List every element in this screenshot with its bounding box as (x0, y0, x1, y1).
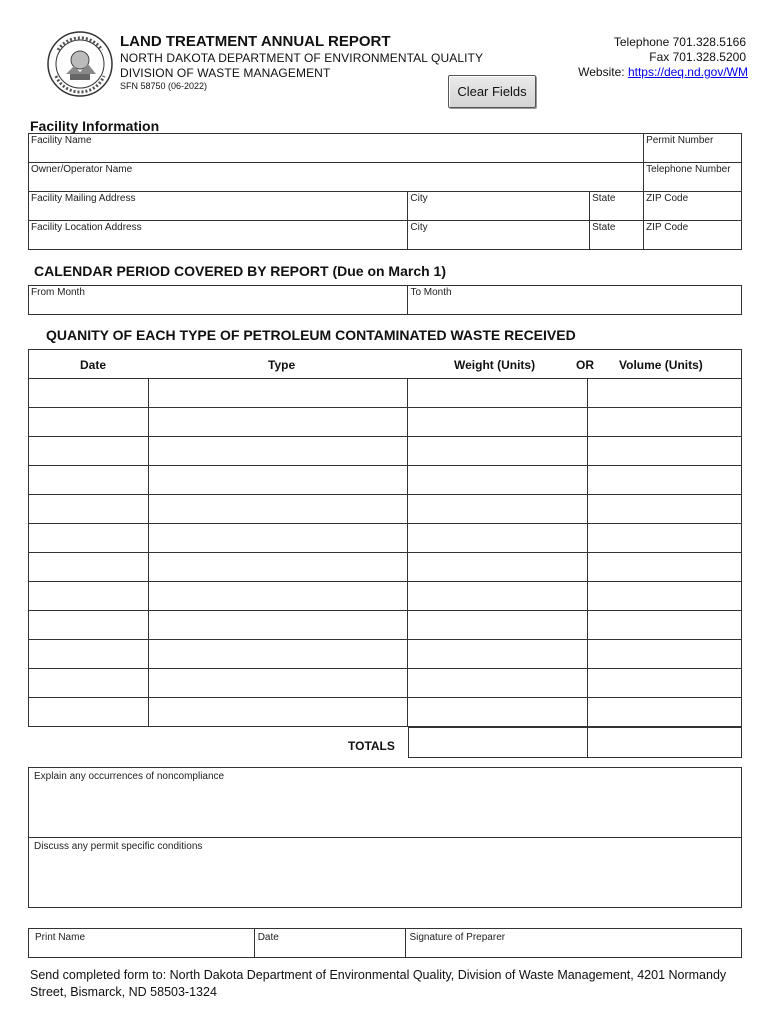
location-city-field[interactable] (408, 221, 590, 250)
location-state-field[interactable] (590, 221, 644, 250)
from-month-label: From Month (31, 287, 85, 298)
date-cell[interactable] (29, 408, 149, 437)
table-row (29, 611, 742, 640)
date-cell[interactable] (29, 611, 149, 640)
type-cell[interactable] (148, 698, 408, 727)
weight-cell[interactable] (408, 379, 588, 408)
volume-cell[interactable] (588, 408, 742, 437)
table-row (29, 553, 742, 582)
telephone-line: Telephone 701.328.5166 (613, 35, 746, 49)
date-cell[interactable] (29, 698, 149, 727)
col-volume-header: Volume (Units) (619, 358, 703, 372)
volume-cell[interactable] (588, 698, 742, 727)
website-label: Website: (578, 65, 628, 79)
table-row (29, 408, 742, 437)
print-name-field[interactable] (29, 929, 255, 958)
website-link[interactable]: https://deq.nd.gov/WM (627, 65, 748, 79)
telephone-number-field[interactable] (644, 163, 742, 192)
col-weight-header: Weight (Units) (454, 358, 536, 372)
print-name-label: Print Name (35, 932, 86, 943)
date-cell[interactable] (29, 582, 149, 611)
date-cell[interactable] (29, 524, 149, 553)
from-month-field[interactable] (29, 286, 408, 315)
mailing-zip-field[interactable] (644, 192, 742, 221)
location-address-field[interactable] (29, 221, 408, 250)
type-cell[interactable] (148, 408, 408, 437)
type-cell[interactable] (148, 437, 408, 466)
date-cell[interactable] (29, 669, 149, 698)
volume-cell[interactable] (588, 669, 742, 698)
mailing-address-label: Facility Mailing Address (31, 193, 136, 204)
to-month-field[interactable] (408, 286, 742, 315)
weight-cell[interactable] (408, 611, 588, 640)
waste-section-title: QUANITY OF EACH TYPE OF PETROLEUM CONTAMINATED WASTE RECEIVED (46, 327, 576, 343)
noncompliance-label: Explain any occurrences of noncompliance (34, 771, 225, 782)
signature-field[interactable] (406, 929, 742, 958)
weight-cell[interactable] (408, 669, 588, 698)
weight-cell[interactable] (408, 495, 588, 524)
telephone-number-label: Telephone Number (646, 164, 731, 175)
weight-cell[interactable] (408, 466, 588, 495)
waste-table (28, 349, 742, 727)
report-title: LAND TREATMENT ANNUAL REPORT (120, 33, 391, 50)
type-cell[interactable] (148, 495, 408, 524)
signature-date-field[interactable] (254, 929, 406, 958)
weight-cell[interactable] (408, 582, 588, 611)
location-zip-field[interactable] (644, 221, 742, 250)
table-row (29, 669, 742, 698)
facility-name-label: Facility Name (31, 135, 92, 146)
type-cell[interactable] (148, 611, 408, 640)
type-cell[interactable] (148, 669, 408, 698)
date-cell[interactable] (29, 466, 149, 495)
state-seal-icon (44, 30, 116, 98)
volume-cell[interactable] (588, 495, 742, 524)
type-cell[interactable] (148, 466, 408, 495)
table-row (29, 698, 742, 727)
mailing-state-label: State (592, 193, 616, 204)
table-row (29, 379, 742, 408)
comments-table (28, 767, 742, 908)
fax-line: Fax 701.328.5200 (649, 50, 746, 64)
mailing-address-field[interactable] (29, 192, 408, 221)
volume-cell[interactable] (588, 437, 742, 466)
table-row (29, 640, 742, 669)
weight-cell[interactable] (408, 408, 588, 437)
clear-fields-button[interactable]: Clear Fields (448, 75, 536, 108)
location-state-label: State (592, 222, 616, 233)
facility-name-field[interactable] (29, 134, 644, 163)
total-volume-field[interactable] (588, 728, 742, 758)
weight-cell[interactable] (408, 524, 588, 553)
noncompliance-field[interactable] (29, 768, 742, 838)
col-or-header: OR (576, 358, 594, 372)
totals-label: TOTALS (348, 739, 395, 753)
totals-table (408, 727, 742, 758)
col-type-header: Type (268, 358, 296, 372)
volume-cell[interactable] (588, 524, 742, 553)
weight-cell[interactable] (408, 437, 588, 466)
volume-cell[interactable] (588, 611, 742, 640)
type-cell[interactable] (148, 379, 408, 408)
volume-cell[interactable] (588, 582, 742, 611)
table-row (29, 495, 742, 524)
volume-cell[interactable] (588, 466, 742, 495)
date-cell[interactable] (29, 495, 149, 524)
col-date-header: Date (80, 358, 107, 372)
facility-section-title: Facility Information (30, 118, 160, 134)
mailing-city-label: City (410, 193, 428, 204)
mailing-state-field[interactable] (590, 192, 644, 221)
signature-date-label: Date (257, 932, 279, 943)
weight-cell[interactable] (408, 553, 588, 582)
owner-operator-label: Owner/Operator Name (31, 164, 133, 175)
type-cell[interactable] (148, 582, 408, 611)
type-cell[interactable] (148, 640, 408, 669)
date-cell[interactable] (29, 553, 149, 582)
period-section-title: CALENDAR PERIOD COVERED BY REPORT (Due on March 1) (34, 263, 447, 279)
permit-number-label: Permit Number (646, 135, 714, 146)
permit-conditions-label: Discuss any permit specific conditions (34, 841, 203, 852)
owner-operator-field[interactable] (29, 163, 644, 192)
department-name: NORTH DAKOTA DEPARTMENT OF ENVIRONMENTAL QUALITY (120, 51, 484, 65)
form-number: SFN 58750 (06-2022) (120, 81, 208, 91)
period-table (28, 285, 742, 315)
table-row (29, 524, 742, 553)
signature-table (28, 928, 742, 958)
mailing-zip-label: ZIP Code (646, 193, 689, 204)
location-city-label: City (410, 222, 428, 233)
waste-header-row (29, 350, 742, 379)
facility-table (28, 133, 742, 250)
type-cell[interactable] (148, 553, 408, 582)
table-row (29, 582, 742, 611)
to-month-label: To Month (410, 287, 452, 298)
volume-cell[interactable] (588, 553, 742, 582)
website-line (578, 65, 748, 79)
type-cell[interactable] (148, 524, 408, 553)
mailing-instructions: Send completed form to: North Dakota Department of Environmental Quality, Division of Waste Management, 4201 Normandy Street, Bismarck, ND 58503-1324 (30, 968, 727, 999)
date-cell[interactable] (29, 640, 149, 669)
mailing-city-field[interactable] (408, 192, 590, 221)
weight-cell[interactable] (408, 698, 588, 727)
location-zip-label: ZIP Code (646, 222, 689, 233)
date-cell[interactable] (29, 379, 149, 408)
total-weight-field[interactable] (409, 728, 588, 758)
division-name: DIVISION OF WASTE MANAGEMENT (120, 66, 331, 80)
location-address-label: Facility Location Address (31, 222, 142, 233)
date-cell[interactable] (29, 437, 149, 466)
permit-conditions-field[interactable] (29, 838, 742, 908)
weight-cell[interactable] (408, 640, 588, 669)
volume-cell[interactable] (588, 640, 742, 669)
table-row (29, 466, 742, 495)
permit-number-field[interactable] (644, 134, 742, 163)
signature-label: Signature of Preparer (409, 932, 506, 943)
volume-cell[interactable] (588, 379, 742, 408)
table-row (29, 437, 742, 466)
